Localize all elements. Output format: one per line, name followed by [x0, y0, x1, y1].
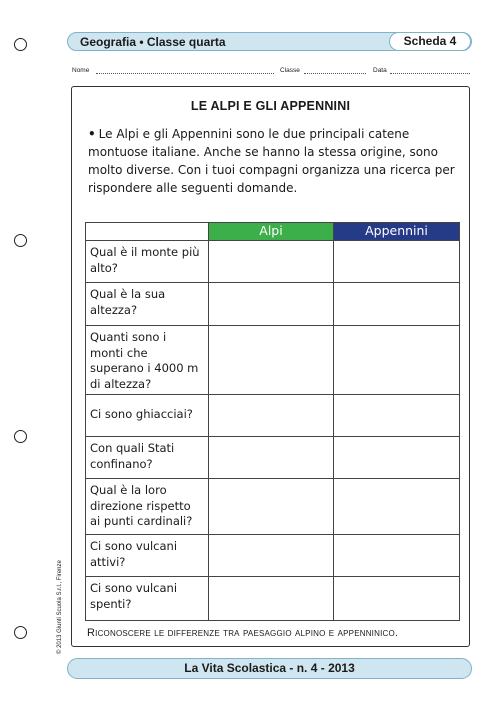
- worksheet-title: LE ALPI E GLI APPENNINI: [190, 99, 351, 113]
- table-row: [86, 241, 460, 283]
- header-bar: [67, 32, 472, 51]
- copyright-note: © 2013 Giunti Scuola S.r.l., Firenze: [57, 560, 63, 654]
- table-corner: [86, 223, 209, 241]
- answer-cell-appennini[interactable]: [334, 437, 460, 479]
- question-cell: Qual è il monte più alto?: [86, 241, 209, 283]
- answer-cell-alpi[interactable]: [209, 283, 334, 326]
- question-cell: Qual è la sua altezza?: [86, 283, 209, 326]
- answer-cell-appennini[interactable]: [334, 479, 460, 535]
- bullet-icon: •: [88, 127, 96, 141]
- header-appennini: Appennini: [334, 223, 460, 241]
- name-field[interactable]: [96, 73, 274, 74]
- table-row: [86, 535, 460, 577]
- header-alpi: Alpi: [209, 223, 334, 241]
- answer-cell-alpi[interactable]: [209, 326, 334, 395]
- answer-cell-appennini[interactable]: [334, 395, 460, 437]
- answer-cell-alpi[interactable]: [209, 479, 334, 535]
- question-cell: Quanti sono i monti che superano i 4000 m di altezza?: [86, 326, 209, 395]
- name-label: Nome: [72, 67, 90, 74]
- binder-hole-1: [14, 38, 27, 51]
- question-cell: Ci sono vulcani spenti?: [86, 577, 209, 621]
- answer-cell-alpi[interactable]: [209, 577, 334, 621]
- answer-cell-appennini[interactable]: [334, 241, 460, 283]
- table-row: [86, 326, 460, 395]
- subject-label: Geografia • Classe quarta: [80, 35, 226, 49]
- student-fields: [72, 67, 472, 79]
- table-row: [86, 283, 460, 326]
- binder-hole-2: [14, 234, 27, 247]
- research-table: [85, 222, 460, 621]
- question-cell: Qual è la loro direzione rispetto ai punti cardinali?: [86, 479, 209, 535]
- intro-text: Le Alpi e gli Appennini sono le due principali catene montuose italiane. Anche se hanno la stessa origine, sono molto diverse. Con i tuoi compagni organizza una ricerca per rispondere alle seguenti domande.: [88, 127, 455, 195]
- table-row: [86, 437, 460, 479]
- table-row: [86, 395, 460, 437]
- answer-cell-appennini[interactable]: [334, 326, 460, 395]
- answer-cell-alpi[interactable]: [209, 241, 334, 283]
- table-row: [86, 479, 460, 535]
- date-field[interactable]: [390, 73, 470, 74]
- question-cell: Ci sono ghiacciai?: [86, 395, 209, 437]
- learning-objective: Riconoscere le differenze tra paesaggio alpino e appenninico.: [87, 627, 399, 639]
- class-label: Classe: [280, 67, 300, 74]
- worksheet-card: [71, 86, 470, 647]
- worksheet-number: Scheda 4: [389, 32, 471, 51]
- table-row: [86, 577, 460, 621]
- intro-paragraph: [88, 125, 458, 197]
- binder-hole-4: [14, 626, 27, 639]
- answer-cell-appennini[interactable]: [334, 535, 460, 577]
- answer-cell-appennini[interactable]: [334, 577, 460, 621]
- answer-cell-alpi[interactable]: [209, 437, 334, 479]
- class-field[interactable]: [304, 73, 366, 74]
- question-cell: Con quali Stati confinano?: [86, 437, 209, 479]
- footer-bar: La Vita Scolastica - n. 4 - 2013: [67, 658, 472, 679]
- question-cell: Ci sono vulcani attivi?: [86, 535, 209, 577]
- answer-cell-alpi[interactable]: [209, 535, 334, 577]
- answer-cell-appennini[interactable]: [334, 283, 460, 326]
- table-header-row: [86, 223, 460, 241]
- answer-cell-alpi[interactable]: [209, 395, 334, 437]
- binder-hole-3: [14, 430, 27, 443]
- date-label: Data: [373, 67, 387, 74]
